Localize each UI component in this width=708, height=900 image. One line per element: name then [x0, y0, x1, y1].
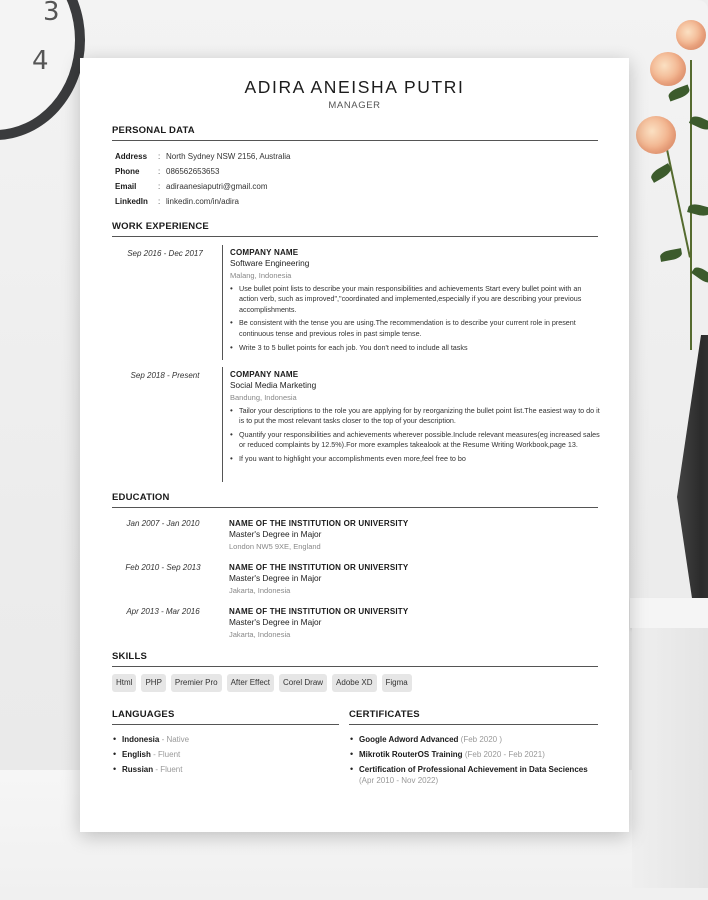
resume-page [80, 58, 629, 832]
side-table [632, 628, 708, 888]
institution-name: NAME OF THE INSTITUTION OR UNIVERSITY [229, 607, 409, 616]
job-entry [230, 369, 600, 468]
language-item: • Indonesia - Native [113, 734, 333, 745]
language-level: Native [166, 735, 190, 744]
institution-name: NAME OF THE INSTITUTION OR UNIVERSITY [229, 519, 409, 528]
job-date: Sep 2016 - Dec 2017 [127, 249, 203, 258]
section-divider [112, 140, 598, 141]
section-title-certificates: CERTIFICATES [349, 709, 420, 720]
phone-value: 086562653653 [166, 167, 220, 176]
section-title-personal-data: PERSONAL DATA [112, 125, 195, 136]
certificate-item [350, 734, 590, 745]
section-divider [349, 724, 598, 725]
address-value: North Sydney NSW 2156, Australia [166, 152, 291, 161]
language-name: Russian [122, 765, 154, 774]
language-name: Indonesia [122, 735, 160, 744]
education-location: Jakarta, Indonesia [229, 629, 291, 639]
section-title-work-experience: WORK EXPERIENCE [112, 221, 209, 232]
skill-chip: Adobe XD [332, 674, 376, 692]
timeline-line [222, 367, 223, 482]
field-label: Address [115, 152, 148, 161]
bullet-item: • If you want to highlight your accomplishments even more,feel free to bo [230, 454, 600, 465]
field-label: LinkedIn [115, 197, 148, 206]
section-title-languages: LANGUAGES [112, 709, 175, 720]
language-item: • Russian - Fluent [113, 764, 333, 775]
section-title-education: EDUCATION [112, 492, 170, 503]
job-bullets [230, 406, 600, 465]
education-entry [229, 562, 599, 596]
section-divider [112, 724, 339, 725]
education-date: Jan 2007 - Jan 2010 [126, 519, 200, 528]
section-title-skills: SKILLS [112, 651, 147, 662]
resume-name: ADIRA ANEISHA PUTRI [244, 77, 465, 97]
education-date: Feb 2010 - Sep 2013 [125, 563, 201, 572]
certificate-name: Certification of Professional Achievement in Data Seciences [359, 765, 588, 774]
language-level: Fluent [160, 765, 183, 774]
certificate-period: (Apr 2010 - Nov 2022) [359, 776, 439, 785]
bullet-item: • Use bullet point lists to describe your main responsibilities and achievements Start every bullet point with an action verb, such as improved","coordinated and implemented,especially if you are describing your previous accomplishments. [230, 284, 600, 316]
flower-icon [676, 20, 706, 50]
certificate-period: (Feb 2020 ) [460, 735, 503, 744]
job-title: Social Media Marketing [230, 380, 317, 390]
languages-list [113, 734, 333, 779]
skills-list [112, 674, 412, 692]
certificate-item [350, 749, 590, 760]
timeline-line [222, 245, 223, 360]
skill-chip: PHP [141, 674, 165, 692]
clock-number: 3 [43, 0, 60, 27]
field-label: Phone [115, 167, 140, 176]
degree: Master's Degree in Major [229, 573, 322, 583]
education-date: Apr 2013 - Mar 2016 [126, 607, 200, 616]
skill-chip: After Effect [227, 674, 274, 692]
skill-chip: Html [112, 674, 136, 692]
field-separator: : [158, 167, 161, 176]
email-value: adiraanesiaputri@gmail.com [166, 182, 268, 191]
flower-icon [650, 52, 686, 86]
job-location: Malang, Indonesia [230, 270, 292, 280]
certificates-list [350, 734, 590, 790]
certificate-name: Google Adword Advanced [359, 735, 459, 744]
clock-number: 4 [32, 46, 49, 76]
institution-name: NAME OF THE INSTITUTION OR UNIVERSITY [229, 563, 409, 572]
section-divider [112, 236, 598, 237]
job-bullets [230, 284, 600, 354]
education-location: Jakarta, Indonesia [229, 585, 291, 595]
skill-chip: Figma [382, 674, 412, 692]
company-name: COMPANY NAME [230, 370, 299, 379]
education-location: London NW5 9XE, England [229, 541, 321, 551]
section-divider [112, 666, 598, 667]
degree: Master's Degree in Major [229, 617, 322, 627]
field-label: Email [115, 182, 137, 191]
degree: Master's Degree in Major [229, 529, 322, 539]
field-separator: : [158, 197, 161, 206]
language-level: Fluent [158, 750, 181, 759]
job-entry [230, 247, 600, 357]
side-table-top [630, 598, 708, 628]
resume-role: MANAGER [328, 100, 381, 111]
bullet-item: • Be consistent with the tense you are using.The recommendation is to describe your current role in present continuous tense and previous roles in past simple tense. [230, 318, 600, 339]
job-title: Software Engineering [230, 258, 310, 268]
field-separator: : [158, 182, 161, 191]
certificate-name: Mikrotik RouterOS Training [359, 750, 463, 759]
section-divider [112, 507, 598, 508]
bullet-item: • Quantify your responsibilities and achievements wherever possible.Include relevant measures(eg increased sales or reduced complaints by 12.5%).For more examples takealook at the Resume Writing Workbook,page 13. [230, 430, 600, 451]
language-item: • English - Fluent [113, 749, 333, 760]
job-date: Sep 2018 - Present [130, 371, 200, 380]
skill-chip: Premier Pro [171, 674, 222, 692]
certificate-item [350, 764, 590, 786]
education-entry [229, 518, 599, 552]
field-separator: : [158, 152, 161, 161]
bullet-item: • Write 3 to 5 bullet points for each job. You don't need to include all tasks [230, 343, 600, 354]
company-name: COMPANY NAME [230, 248, 299, 257]
job-location: Bandung, Indonesia [230, 392, 297, 402]
linkedin-value: linkedin.com/in/adira [166, 197, 239, 206]
language-name: English [122, 750, 151, 759]
skill-chip: Corel Draw [279, 674, 327, 692]
education-entry [229, 606, 599, 640]
flower-icon [636, 116, 676, 154]
certificate-period: (Feb 2020 - Feb 2021) [464, 750, 545, 759]
bullet-item: • Tailor your descriptions to the role you are applying for by reorganizing the bullet point list.The easiest way to do it is to put the most relevant tasks closer to the top of your description. [230, 406, 600, 427]
